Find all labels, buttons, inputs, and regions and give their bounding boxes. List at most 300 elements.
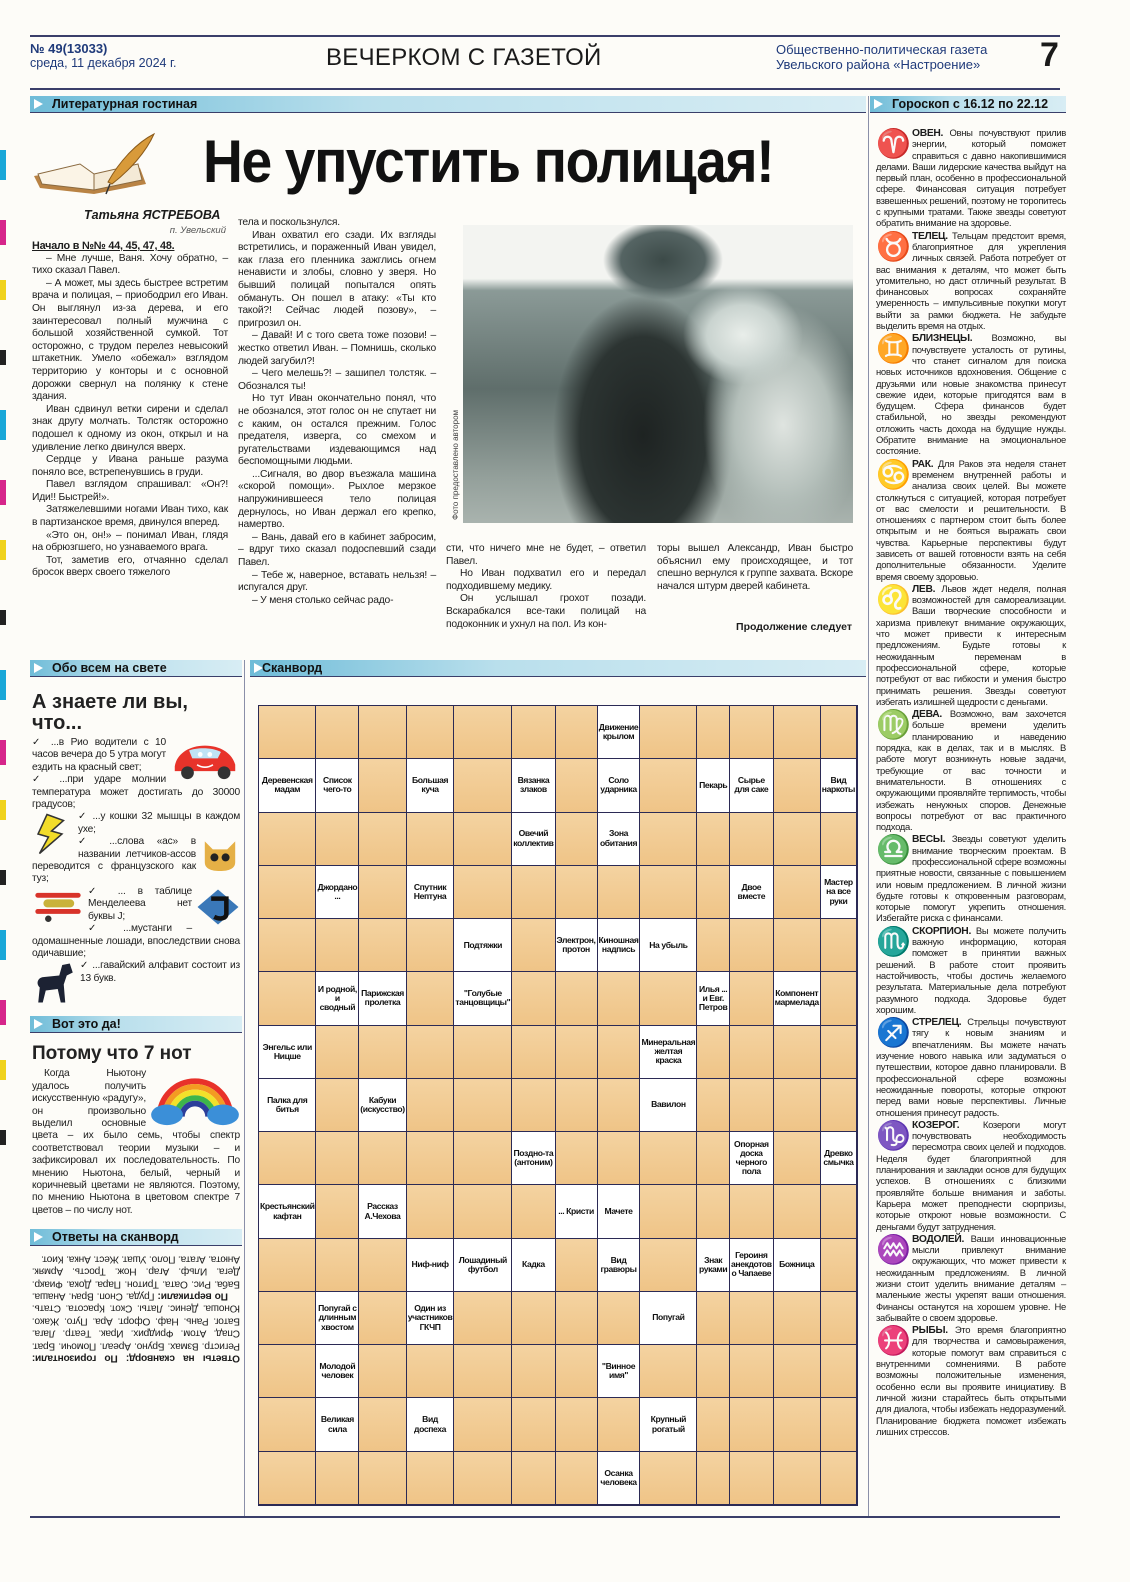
answer-cell[interactable] xyxy=(454,1292,512,1345)
clue-cell: Сырье для саке xyxy=(730,759,774,812)
answer-cell[interactable] xyxy=(316,1079,359,1132)
story-author: Татьяна ЯСТРЕБОВА xyxy=(84,208,221,222)
paragraph: – У меня столько сейчас радо- xyxy=(252,594,394,606)
capricorn-icon: ♑ xyxy=(876,1119,911,1151)
answer-cell[interactable] xyxy=(512,919,555,972)
paragraph: Он услышал грохот позади. Вскарабкался все-таки полицай на подоконник и ухнул на пол. Из кон- xyxy=(446,593,646,630)
car-illustration xyxy=(170,739,240,781)
sign-name: ВЕСЫ. xyxy=(912,834,946,846)
clue-cell: Вид гравюры xyxy=(598,1239,641,1292)
lightning-illustration xyxy=(32,813,74,855)
answer-cell[interactable] xyxy=(598,1132,641,1185)
answer-cell[interactable] xyxy=(359,1026,406,1079)
answer-cell[interactable] xyxy=(259,866,316,919)
answer-cell[interactable] xyxy=(556,1292,598,1345)
paragraph: – Давай! И с того света тоже позови! – жестко ответил Иван. – Помнишь, сколько людей загубил?! xyxy=(238,330,436,367)
clue-cell: Джордано ... xyxy=(316,866,359,919)
clue-cell: Героиня анекдотов о Чапаеве xyxy=(730,1239,774,1292)
answer-cell[interactable] xyxy=(454,1398,512,1451)
answer-cell[interactable] xyxy=(697,813,730,866)
answer-cell[interactable] xyxy=(730,1345,774,1398)
answer-cell[interactable] xyxy=(454,1079,512,1132)
sign-name: КОЗЕРОГ. xyxy=(912,1119,960,1131)
answer-cell[interactable] xyxy=(598,1398,641,1451)
answer-cell[interactable] xyxy=(774,866,821,919)
clue-cell: Подтяжки xyxy=(454,919,512,972)
paragraph: – А может, мы здесь быстрее встретим врача и полицая, – приободрил его Иван. Он выглянул из-за дерева, и его заинтересовал полный мужчина с большой хозяйственной сумкой. Тот осторожно, с трудом перелез невысокий штакетник. Умело «обежал» взглядом территорию у конторы и с основной дорожки свернул на полянку к стене здания. xyxy=(32,277,228,403)
clue-cell: Рассказ А.Чехова xyxy=(359,1185,406,1238)
clue-cell: Крестьянский кафтан xyxy=(259,1185,316,1238)
answer-cell[interactable] xyxy=(454,1452,512,1505)
horoscope-sign xyxy=(876,1017,1066,1119)
publisher-line-1: Общественно-политическая газета xyxy=(776,42,988,57)
horoscope-sign xyxy=(876,1325,1066,1438)
answer-cell[interactable] xyxy=(316,1452,359,1505)
paragraph: сти, что ничего мне не будет, – ответил Павел. xyxy=(446,543,646,567)
answer-cell[interactable] xyxy=(556,813,598,866)
issue-date: среда, 11 декабря 2024 г. xyxy=(30,56,177,70)
paragraph: – Мне лучше, Ваня. Хочу обратно, – тихо сказал Павел. xyxy=(32,252,228,277)
page-bottom-rule xyxy=(30,1516,1060,1518)
left-column xyxy=(30,688,242,1364)
answer-cell[interactable] xyxy=(454,759,512,812)
answer-cell[interactable] xyxy=(697,1026,730,1079)
story-title: Не упустить полицая! xyxy=(203,128,774,195)
answer-cell[interactable] xyxy=(821,1026,857,1079)
paragraph: Павел взглядом спрашивал: «Он?! Иди!! Быстрей!». xyxy=(32,479,228,503)
answer-cell[interactable] xyxy=(512,1292,555,1345)
header-bottom-rule xyxy=(30,88,1060,90)
answer-cell[interactable] xyxy=(556,866,598,919)
answer-cell[interactable] xyxy=(640,1452,697,1505)
answer-cell[interactable] xyxy=(821,813,857,866)
answer-cell[interactable] xyxy=(359,919,406,972)
horoscope-sign xyxy=(876,584,1066,708)
answer-cell[interactable] xyxy=(598,1026,641,1079)
continued-note: Продолжение следует xyxy=(736,621,852,633)
sign-forecast: Вы можете получить важную информацию, которая поможет в принятии важных решений. В работе стоит проявить настойчивость, чтобы достичь желаемого результата. Материальные дела потребуют разумного подхода. Здоровье будет хорошим. xyxy=(876,925,1066,1016)
answer-cell[interactable] xyxy=(316,706,359,759)
answer-cell[interactable] xyxy=(640,813,697,866)
answer-cell[interactable] xyxy=(359,1239,406,1292)
sign-name: СКОРПИОН. xyxy=(912,925,972,937)
paragraph: Но тут Иван окончательно понял, что не обознался, этот голос он не спутает ни с каким, он остался прежним. Голос предателя, изверга, со смехом и ругательствами издевающимся над беспомощными людьми. xyxy=(238,393,436,468)
answer-cell[interactable] xyxy=(774,706,821,759)
answer-cell[interactable] xyxy=(821,1239,857,1292)
answer-cell[interactable] xyxy=(454,706,512,759)
libra-icon: ♎ xyxy=(876,834,911,866)
answer-cell[interactable] xyxy=(598,1079,641,1132)
answer-cell[interactable] xyxy=(821,1079,857,1132)
taurus-icon: ♉ xyxy=(876,230,911,262)
sign-name: ОВЕН. xyxy=(912,128,944,139)
answer-cell[interactable] xyxy=(821,972,857,1025)
answer-cell[interactable] xyxy=(359,1132,406,1185)
sign-forecast: Возможно, вы почувствуете усталость от рутины, что станет сигналом для поиска новых источников вдохновения. Общение с друзьями или новые знакомства принесут свежие идеи, которые пригодятся вам в будущем. Сфера финансов будет стабильной, но звезды рекомендуют отложить часть дохода на будущие нужды. Обратите внимание на эмоциональное состояние. xyxy=(876,333,1066,458)
paragraph: ...Сигналя, во двор въезжала машина «скорой помощи». Рыхлое мерзкое напружинившееся тело полицая дернулось, но Иван держал его крепко, намертво. xyxy=(238,468,436,531)
fact-item: ✓ ...у кошки 32 мышцы в каждом ухе; xyxy=(78,811,240,835)
clue-cell: Киношная надпись xyxy=(598,919,641,972)
answer-cell[interactable] xyxy=(454,1132,512,1185)
clue-cell: Илья ... и Евг. Петров xyxy=(697,972,730,1025)
paragraph: тела и поскользнулся. xyxy=(238,217,340,228)
answer-cell[interactable] xyxy=(359,706,406,759)
clue-cell: Вид наркоты xyxy=(821,759,857,812)
answer-cell[interactable] xyxy=(407,1026,455,1079)
answer-cell[interactable] xyxy=(598,972,641,1025)
answer-cell[interactable] xyxy=(512,1452,555,1505)
answer-cell[interactable] xyxy=(821,1292,857,1345)
leo-icon: ♌ xyxy=(876,583,911,615)
answer-cell[interactable] xyxy=(512,1398,555,1451)
answer-cell[interactable] xyxy=(512,1079,555,1132)
answer-cell[interactable] xyxy=(454,866,512,919)
section-horoscope: Гороскоп с 16.12 по 22.12 xyxy=(870,96,1066,113)
answer-cell[interactable] xyxy=(316,1185,359,1238)
clue-cell: Двое вместе xyxy=(730,866,774,919)
wow-title: Потому что 7 нот xyxy=(32,1043,192,1065)
clue-cell: Пекарь xyxy=(697,759,730,812)
answer-cell[interactable] xyxy=(640,1185,697,1238)
answer-cell[interactable] xyxy=(697,1292,730,1345)
answer-cell[interactable] xyxy=(730,972,774,1025)
clue-cell: Вязанка злаков xyxy=(512,759,555,812)
clue-cell: Зона обитания xyxy=(598,813,641,866)
answer-cell[interactable] xyxy=(730,1185,774,1238)
answer-cell[interactable] xyxy=(556,1079,598,1132)
answer-cell[interactable] xyxy=(259,813,316,866)
answer-cell[interactable] xyxy=(556,706,598,759)
answer-cell[interactable] xyxy=(407,813,455,866)
paragraph: «Это он, он!» – понимал Иван, глядя на обрюзгшего, но узнаваемого врага. xyxy=(32,529,228,554)
clue-cell: Божница xyxy=(774,1239,821,1292)
answer-cell[interactable] xyxy=(512,1026,555,1079)
fact-item: ✓ ...мустанги – одомашненные лошади, впоследствии снова одичавшие; xyxy=(32,923,240,959)
answer-cell[interactable] xyxy=(316,813,359,866)
answer-cell[interactable] xyxy=(774,1026,821,1079)
sign-forecast: Тельцам предстоит время, благоприятное для укрепления личных связей. Работа потребует от вас внимания к деталям, что может быть утомительно, но даст отличный результат. В финансовых вопросах сохраняйте умеренность – импульсивные покупки могут выйти за рамки бюджета. Не забудьте выделить время на отдых. xyxy=(876,230,1066,333)
clue-cell: Спутник Нептуна xyxy=(407,866,455,919)
sign-forecast: Для Раков эта неделя станет временем внутренней работы и анализа своих целей. Вы можете столкнуться с ситуацией, которая потребует от вас смелости и решительности. В отношениях с партнером стоит быть более открытым и не бояться выражать свои чувства. Карьерные перспективы будут зависеть от вашей готовности взять на себя дополнительные обязанности. Уделите время своему здоровью. xyxy=(876,458,1066,583)
sagittarius-icon: ♐ xyxy=(876,1017,911,1049)
rainbow-illustration xyxy=(150,1070,240,1126)
answer-cell[interactable] xyxy=(598,1292,641,1345)
answer-cell[interactable] xyxy=(259,1132,316,1185)
facts-list xyxy=(30,737,242,1006)
answer-cell[interactable] xyxy=(697,866,730,919)
answer-cell[interactable] xyxy=(454,813,512,866)
biplane-illustration xyxy=(32,888,84,922)
clue-cell: Деревенская мадам xyxy=(259,759,316,812)
virgo-icon: ♍ xyxy=(876,709,911,741)
answer-cell[interactable] xyxy=(359,813,406,866)
answer-cell[interactable] xyxy=(697,919,730,972)
answer-cell[interactable] xyxy=(821,1452,857,1505)
answers-horizontal: Регистр. Взмах. Бруно. Ареал. Помочи. Брат. Спад. Атом. Фридрих. Ирак. Театр. Лага. Батог. Рань. Наф. Офорт. Ара. Пуго. Жако. Юноша. Денис. Латы. Скот. Красота. Стать. xyxy=(32,1303,240,1352)
page-number: 7 xyxy=(1040,36,1059,74)
answer-cell[interactable] xyxy=(697,1398,730,1451)
answer-cell[interactable] xyxy=(259,1345,316,1398)
answer-cell[interactable] xyxy=(730,706,774,759)
story-column-4 xyxy=(657,543,853,593)
clue-cell: Молодой человек xyxy=(316,1345,359,1398)
column-divider-left xyxy=(244,660,245,1516)
scorpio-icon: ♏ xyxy=(876,925,911,957)
sign-forecast: Звезды советуют уделить внимание творческим проектам. В профессиональной сфере возможны приятные новости, связанные с повышением или новым предложением. В личной жизни будьте готовы к откровенным разговорам, которые помогут укрепить отношения. Избегайте риска с финансами. xyxy=(876,834,1066,925)
answer-cell[interactable] xyxy=(556,1239,598,1292)
answer-cell[interactable] xyxy=(259,972,316,1025)
answer-cell[interactable] xyxy=(640,1132,697,1185)
wow-block xyxy=(30,1068,242,1217)
book-quill-icon xyxy=(30,132,158,200)
answer-cell[interactable] xyxy=(556,972,598,1025)
clue-cell: И родной, и сводный xyxy=(316,972,359,1025)
sign-forecast: Возможно, вам захочется больше времени уделить планированию и наведению порядка, как в делах, так и в мыслях. В работе могут возникнуть новые задачи, требующие от вас точности и внимательности. В отношениях с окружающими проявляйте терпимость, чтобы избежать ненужных споров. Денежные вопросы потребуют от вас практичного подхода. xyxy=(876,709,1066,834)
answer-cell[interactable] xyxy=(640,1239,697,1292)
sign-name: ТЕЛЕЦ. xyxy=(912,230,948,242)
answer-cell[interactable] xyxy=(407,972,455,1025)
fact-item: ✓ ...при ударе молнии температура может достигать до 30000 градусов; xyxy=(32,774,240,811)
paragraph: – Чего мелешь?! – зашипел толстяк. – Обознался ты! xyxy=(238,368,436,392)
answer-cell[interactable] xyxy=(730,1026,774,1079)
sign-forecast: Овны почувствуют прилив энергии, который поможет справиться с давно накопившимися делами. Ваши лидерские качества выйдут на первый план, особенно в профессиональной сфере. Финансовая ситуация потребует взвешенных решений, поэтому не торопитесь с крупными тратами. Также звезды советуют обратить внимание на здоровье. xyxy=(876,128,1066,230)
paragraph: Иван охватил его сзади. Их взгляды встретились, и пораженный Иван увидел, как глаза его пленника зажглись огнем ненависти и злобы, словно у зверя. Но бывший полицай попытался опять обмануть. Он пошел в атаку: «Ты кто такой?! Сейчас людей позову», – пригрозил он. xyxy=(238,229,436,329)
gemini-icon: ♊ xyxy=(876,333,911,365)
sign-name: ЛЕВ. xyxy=(912,583,936,595)
horoscope-column xyxy=(876,128,1066,1439)
answer-cell[interactable] xyxy=(556,1345,598,1398)
story-lead: Начало в №№ 44, 45, 47, 48. xyxy=(32,240,175,252)
answers-horizontal-label: Ответы на сканворд: По горизонтали: xyxy=(32,1352,240,1364)
answer-cell[interactable] xyxy=(730,1079,774,1132)
answer-cell[interactable] xyxy=(556,1132,598,1185)
sign-forecast: Стрельцы почувствуют тягу к новым знаниям и впечатлениям. Вы можете начать изучение нового навыка или задуматься о путешествии, которое давно планировали. В профессиональной сфере возможны неожиданные повороты, которые откроют перед вами новые перспективы. Личные отношения принесут радость. xyxy=(876,1017,1066,1119)
answer-cell[interactable] xyxy=(821,919,857,972)
scanword-answers xyxy=(30,1252,242,1364)
answer-cell[interactable] xyxy=(359,1398,406,1451)
story-location: п. Увельский xyxy=(169,225,226,236)
clue-cell: Мастер на все руки xyxy=(821,866,857,919)
horoscope-sign xyxy=(876,926,1066,1016)
clue-cell: "Голубые танцовщицы" xyxy=(454,972,512,1025)
clue-cell: Палка для битья xyxy=(259,1079,316,1132)
answer-cell[interactable] xyxy=(697,1452,730,1505)
answer-cell[interactable] xyxy=(407,919,455,972)
element-j-logo xyxy=(196,888,240,926)
clue-cell: Компонент мармелада xyxy=(774,972,821,1025)
paragraph: Затяжелевшими ногами Иван тихо, как в партизанское время, двинулся вперед. xyxy=(32,504,228,529)
answer-cell[interactable] xyxy=(640,759,697,812)
answer-cell[interactable] xyxy=(259,706,316,759)
answer-cell[interactable] xyxy=(774,1079,821,1132)
answer-cell[interactable] xyxy=(259,1239,316,1292)
answer-cell[interactable] xyxy=(512,972,555,1025)
paragraph: Сердце у Ивана раньше разума поняло все, встрепенувшись в груди. xyxy=(32,454,228,478)
answer-cell[interactable] xyxy=(407,1345,455,1398)
story-column-1 xyxy=(32,240,228,580)
answer-cell[interactable] xyxy=(556,759,598,812)
answer-cell[interactable] xyxy=(774,759,821,812)
fact-item: ✓ ... в таблице Менделеева нет буквы J; xyxy=(88,885,192,922)
sign-name: ДЕВА. xyxy=(912,709,942,721)
answer-cell[interactable] xyxy=(359,1292,406,1345)
horoscope-sign xyxy=(876,1120,1066,1233)
answer-cell[interactable] xyxy=(407,1132,455,1185)
answer-cell[interactable] xyxy=(359,1345,406,1398)
answer-cell[interactable] xyxy=(774,1398,821,1451)
answer-cell[interactable] xyxy=(407,1452,455,1505)
answer-cell[interactable] xyxy=(774,919,821,972)
horoscope-sign xyxy=(876,709,1066,833)
horoscope-sign xyxy=(876,231,1066,333)
clue-cell: Вид доспеха xyxy=(407,1398,455,1451)
masthead: ВЕЧЕРКОМ С ГАЗЕТОЙ xyxy=(326,44,602,71)
answer-cell[interactable] xyxy=(640,866,697,919)
clue-cell: Список чего-то xyxy=(316,759,359,812)
answer-cell[interactable] xyxy=(316,919,359,972)
horoscope-sign xyxy=(876,128,1066,230)
answer-cell[interactable] xyxy=(774,1185,821,1238)
answer-cell[interactable] xyxy=(821,1345,857,1398)
answer-cell[interactable] xyxy=(821,706,857,759)
clue-cell: ... Кристи xyxy=(556,1185,598,1238)
paragraph: – Тебе ж, наверное, вставать нельзя! – испугался друг. xyxy=(238,569,436,594)
clue-cell: "Винное имя" xyxy=(598,1345,641,1398)
clue-cell: Попугай с длинным хвостом xyxy=(316,1292,359,1345)
sign-name: СТРЕЛЕЦ. xyxy=(912,1017,962,1029)
answer-cell[interactable] xyxy=(730,1398,774,1451)
clue-cell: Поздно-та (антоним) xyxy=(512,1132,555,1185)
answer-cell[interactable] xyxy=(640,1345,697,1398)
paragraph: торы вышел Александр, Иван быстро объяснил ему происходящее, и тот спешно вернулся к группе захвата. Вскоре начался штурм дверей кабинета. xyxy=(657,543,853,592)
answer-cell[interactable] xyxy=(454,1026,512,1079)
answer-cell[interactable] xyxy=(359,759,406,812)
answer-cell[interactable] xyxy=(640,706,697,759)
answer-cell[interactable] xyxy=(259,919,316,972)
clue-cell: Великая сила xyxy=(316,1398,359,1451)
header-top-rule xyxy=(30,35,1060,37)
answer-cell[interactable] xyxy=(316,1239,359,1292)
paragraph: Тот, заметив его, отчаянно сделал бросок вверх своего тяжелого xyxy=(32,554,228,579)
answer-cell[interactable] xyxy=(730,1452,774,1505)
story-column-2 xyxy=(238,217,436,607)
answer-cell[interactable] xyxy=(316,1026,359,1079)
answers-vertical-label: По вертикали: xyxy=(157,1290,228,1302)
cat-illustration xyxy=(200,838,240,872)
answer-cell[interactable] xyxy=(512,706,555,759)
answer-cell[interactable] xyxy=(697,706,730,759)
facts-title: А знаете ли вы, что... xyxy=(32,691,188,734)
answer-cell[interactable] xyxy=(556,1398,598,1451)
clue-cell: Один из участников ГКЧП xyxy=(407,1292,455,1345)
clue-cell: Вавилон xyxy=(640,1079,697,1132)
horoscope-sign xyxy=(876,1234,1066,1324)
answer-cell[interactable] xyxy=(512,1185,555,1238)
answer-cell[interactable] xyxy=(697,1132,730,1185)
answer-cell[interactable] xyxy=(697,1185,730,1238)
answer-cell[interactable] xyxy=(316,1132,359,1185)
answers-vertical: Груда. Сноп. Врач. Анаша. Баба. Рис. Оата. Тритон. Пара. Дока. Фиакр. Дега. Ильф. Агар. Нож. Трость. Армяк. Анюта. Агата. Поло. Ушат. Жест. Анка. Киот. xyxy=(32,1253,240,1302)
fact-item: ✓ ...в Рио водители с 10 часов вечера до 5 утра могут ездить на красный свет; xyxy=(32,737,166,773)
horoscope-sign xyxy=(876,459,1066,583)
answer-cell[interactable] xyxy=(259,1398,316,1451)
answer-cell[interactable] xyxy=(454,1185,512,1238)
answer-cell[interactable] xyxy=(259,1292,316,1345)
answer-cell[interactable] xyxy=(774,1452,821,1505)
answer-cell[interactable] xyxy=(512,1345,555,1398)
clue-cell: Электрон, протон xyxy=(556,919,598,972)
answer-cell[interactable] xyxy=(697,1079,730,1132)
story-photo xyxy=(463,225,853,523)
aquarius-icon: ♒ xyxy=(876,1233,911,1265)
answer-cell[interactable] xyxy=(774,1132,821,1185)
answer-cell[interactable] xyxy=(454,1345,512,1398)
section-answers: Ответы на сканворд xyxy=(30,1229,242,1246)
clue-cell: Лошадиный футбол xyxy=(454,1239,512,1292)
answer-cell[interactable] xyxy=(359,866,406,919)
cancer-icon: ♋ xyxy=(876,458,911,490)
answer-cell[interactable] xyxy=(730,813,774,866)
sign-name: РАК. xyxy=(912,458,934,470)
clue-cell: Кадка xyxy=(512,1239,555,1292)
fact-item: ✓ ...гавайский алфавит состоит из 13 букв. xyxy=(80,960,240,984)
column-divider-horoscope xyxy=(868,96,869,1516)
section-literary: Литературная гостиная xyxy=(30,96,866,113)
answer-cell[interactable] xyxy=(407,706,455,759)
answer-cell[interactable] xyxy=(774,1345,821,1398)
photo-credit: Фото предоставлено автором xyxy=(451,409,460,520)
answer-cell[interactable] xyxy=(598,866,641,919)
sign-forecast: Козероги могут почувствовать необходимость пересмотра своих целей и подходов. Неделя будет благоприятной для планирования и закладки основ для будущих успехов. В отношениях с близкими проявляйте больше внимания и заботы. Карьера может преподнести сюрпризы, которые откроют новые возможности. С деньгами будут затруднения. xyxy=(876,1119,1067,1233)
section-wow: Вот это да! xyxy=(30,1016,242,1033)
answer-cell[interactable] xyxy=(730,919,774,972)
answer-cell[interactable] xyxy=(259,1452,316,1505)
scanword-grid xyxy=(258,705,858,1506)
issue-number: № 49(13033) xyxy=(30,41,108,56)
answer-cell[interactable] xyxy=(512,866,555,919)
answer-cell[interactable] xyxy=(556,1026,598,1079)
answer-cell[interactable] xyxy=(359,1452,406,1505)
clue-cell: Минеральная желтая краска xyxy=(640,1026,697,1079)
fact-item: ✓ ...слова «ас» в названии летчиков-ассов переводится с французского как туз; xyxy=(32,836,196,885)
answer-cell[interactable] xyxy=(697,1345,730,1398)
answer-cell[interactable] xyxy=(407,1079,455,1132)
paragraph: Но Иван подхватил его и передал подходившему медику. xyxy=(446,568,646,592)
answer-cell[interactable] xyxy=(774,813,821,866)
pisces-icon: ♓ xyxy=(876,1325,911,1357)
answer-cell[interactable] xyxy=(640,972,697,1025)
answer-cell[interactable] xyxy=(407,1185,455,1238)
answer-cell[interactable] xyxy=(730,1292,774,1345)
clue-cell: Древко смычка xyxy=(821,1132,857,1185)
story-column-3 xyxy=(446,543,646,631)
answer-cell[interactable] xyxy=(821,1398,857,1451)
answer-cell[interactable] xyxy=(556,1452,598,1505)
wow-text: Когда Ньютону удалось получить искусственную «радугу», он произвольно выделил основные цвета – их было семь, чтобы спектр соответствовал теории музыки – и зафиксировал их последовательность. По мнению Ньютона, белый, черный и коричневый цветами не являются. Поэтому, по мнению Ньютона в цветовом спектре 7 цветов – по числу нот. xyxy=(32,1068,240,1216)
clue-cell: Большая куча xyxy=(407,759,455,812)
answer-cell[interactable] xyxy=(774,1292,821,1345)
horoscope-sign xyxy=(876,333,1066,457)
clue-cell: Ниф-ниф xyxy=(407,1239,455,1292)
section-scanword: Сканворд xyxy=(250,660,866,677)
clue-cell: Овечий коллектив xyxy=(512,813,555,866)
paragraph: Иван сдвинул ветки сирени и сделал знак другу молчать. Толстяк осторожно подошел к одному из окон, открыл и на удивление легко двинулся вверх. xyxy=(32,403,228,453)
answer-cell[interactable] xyxy=(821,1185,857,1238)
clue-cell: Кабуки (искусство) xyxy=(359,1079,406,1132)
clue-cell: Опорная доска черного пола xyxy=(730,1132,774,1185)
clue-cell: Движение крылом xyxy=(598,706,641,759)
clue-cell: На убыль xyxy=(640,919,697,972)
